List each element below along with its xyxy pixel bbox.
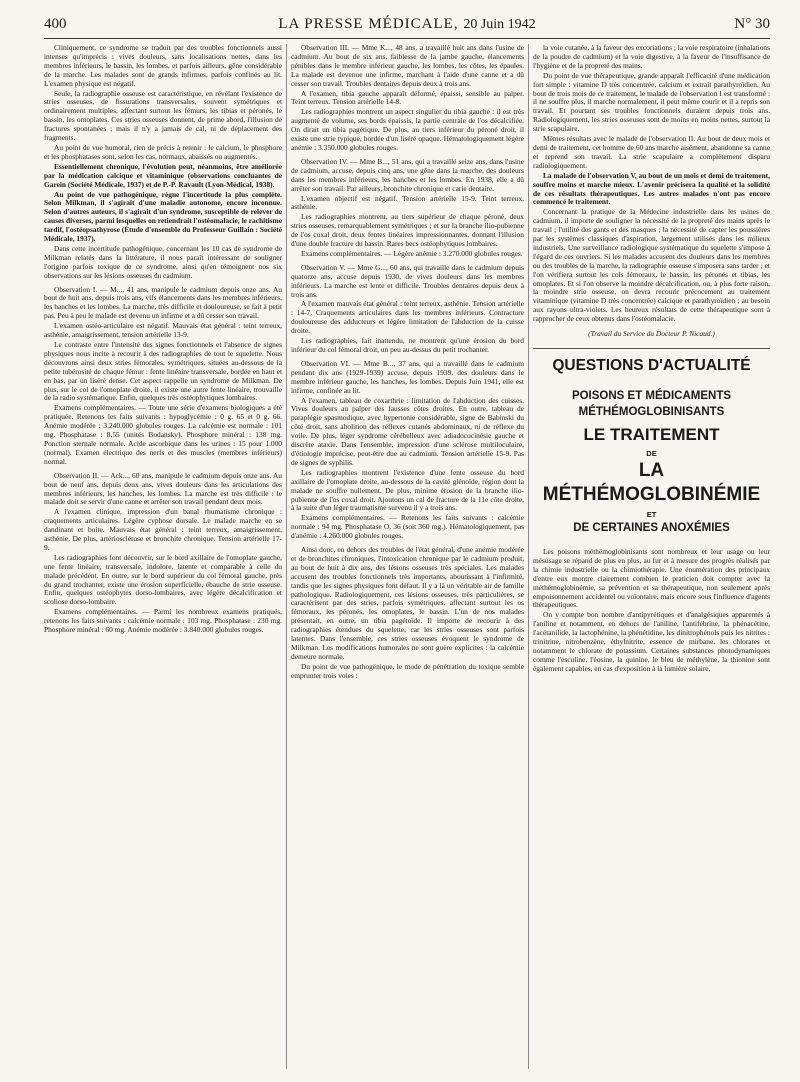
paragraph: Au point de vue humoral, rien de précis à retenir : le calcium, le phosphore et les phosphatases sont, selon les cas, normaux, abaissés ou augmentés. xyxy=(44,142,282,161)
article-title-line-2: MÉTHÉMOGLOBINISANTS xyxy=(578,406,725,418)
paragraph: Observation VI. — Mme B..., 37 ans, qui a travaillé dans le cadmium pendant dix ans (1929-1939) accuse, depuis 1939, des douleurs dans le membre inférieur gauche, les hanches, les lombes. Depuis Juin 1941, elle est infirme, confinée au lit. xyxy=(291,358,524,395)
paragraph: Examens complémentaires. — Parmi les nombreux examens pratiqués, retenons les faits suivants : calcémie normale : 103 mg. Phosphatase : 230 mg. Phosphore minéral : 60 mg. Anémie modérée : 3.840.000 globules rouges. xyxy=(44,607,282,635)
paragraph: la voie cutanée, à la faveur des excoriations ; la voie respiratoire (inhalations de la poudre de cadmium) et la voie digestive, à la faveur de l'insuffisance de l'hygiène et de la propreté des mains. xyxy=(533,44,770,70)
paragraph: Cliniquement, ce syndrome se traduit par des troubles fonctionnels aussi intenses qu'imprécis : vives douleurs, sans localisations nettes, dans les membres inférieurs, le bassin, les lombes, et parfois ailleurs, gêne considérable de la marche. Les malades sont de grands infirmes, parfois confinés au lit. L'examen physique est négatif. xyxy=(44,44,282,88)
article-title-line-7: DE CERTAINES ANOXÉMIES xyxy=(573,522,730,534)
paragraph: On y compte bon nombre d'antipyrétiques et d'analgésiques apparentés à l'aniline et notamment, en dehors de l'aniline, l'antifébrine, la phénacétine, l'acétanilide, la lactophénine, la phénétidine, les dinitrophénols puis les nitrites : trinitrine, nitrobenzène, éthylnitrite, essence de mirbane, les chlorates et notamment le chlorate de potassium. Certaines substances photodynamiques comme l'esculine, l'éosine, la quinine, le bleu de méthylène, la thionine sont également capables, en cas d'exposition à la lumière solaire, xyxy=(533,610,770,673)
paragraph: Du point de vue pathogénique, le mode de pénétration du toxique semble emprunter trois voies : xyxy=(291,661,524,680)
article-title-line-6: ET xyxy=(646,510,657,519)
article-title-line-3: LE TRAITEMENT xyxy=(583,425,720,444)
page-header xyxy=(44,16,770,38)
paragraph: A l'examen clinique, impression d'un banal rhumatisme chronique : craquements articulaires. Légère cyphose dorsale. Le malade marche en se dandinant et boite. Mauvais état général : teint terreux, amaigrissement, asthénie. De plus, artériosclérose et bronchite chronique. Tension artérielle 17-9. xyxy=(44,507,282,552)
paragraph: Les radiographies, fait inattendu, ne montrent qu'une érosion du bord inférieur du col fémoral droit, un peu au-dessus du petit trochanter. xyxy=(291,336,524,354)
column-3 xyxy=(533,44,770,1069)
journal-title xyxy=(44,16,770,33)
paragraph: A l'examen, tableau de coxarthrie : limitation de l'abduction des cuisses. Vives douleurs au palper des fausses côtes droites. En outre, tableau de paraplégie spasmodique, avec hypertonie considérable, signe de Babinski du côté droit, sans abolition des réflexes cutanés abdominaux, ni de réflexe du voile. De plus, léger syndrome cérébelleux avec adiadococinésie gauche et discrète ataxie. Dans l'ensemble, impression d'une sclérose multiloculaire, d'étiologie imprécise, peut-être due au cadmium. Tension artérielle 15-9. Pas de signes de syphilis. xyxy=(291,395,524,467)
paragraph: Observation IV. — Mme B..., 51 ans, qui a travaillé seize ans, dans l'usine de cadmium, accuse, depuis cinq ans, une gêne dans la marche, des douleurs dans les membres inférieurs, les hanches et les lombes. En 1938, elle a dû arrêter son travail. Par ailleurs, bronchite chronique et carie dentaire. xyxy=(291,156,524,193)
article-title-line-5: LA MÉTHÉMOGLOBINÉMIE xyxy=(542,460,761,505)
paragraph: Examens complémentaires. — Retenons les faits suivants : calcémie normale : 94 mg. Phosphatase O, 36 (soit 360 mg.). Hématologiquement, pas d'anémie : 4.260.000 globules rouges. xyxy=(291,513,524,541)
paragraph: Les radiographies font découvrir, sur le bord axillaire de l'omoplate gauche, une fente linéaire, transversale, indolore, latente et comparable à celle du malade précédent. En outre, sur le bord supérieur du col fémoral gauche, près du grand trochanter, existe une érosion superficielle, ébauche de strie osseuse. Enfin, quelques ostéophytes dorso-lombaires, avec légère décalcification et scoliose dorso-lombaire. xyxy=(44,552,282,607)
paragraph: La malade de l'observation V, au bout de un mois et demi de traitement, souffre moins et marche mieux. L'avenir précisera la qualité et la solidité de ces résultats thérapeutiques. Les autres malades n'ont pas encore commencé le traitement. xyxy=(533,170,770,207)
paragraph: Ainsi donc, en dehors des troubles de l'état général, d'une anémie modérée et de bronchites chroniques, l'intoxication chronique par le cadmium produit, au bout de huit à dix ans, des lésions osseuses très spéciales. Les malades accusent des troubles fonctionnels très importants, aboutissant à l'infirmité, tandis que les signes physiques font défaut. Il y a là un véritable air de famille pathologique. Radiologiquement, ces lésions osseuses, très particulières, se caractérisent par des stries, parfois symétriques, affectant surtout les os fémoraux, les péronés, les omoplates, le bassin. L'un de nos malades présentait, en outre, un tibia pagétoïde. Il importe de recourir à des radiographies étendues du squelette, car les stries osseuses sont parfois latentes. Dans l'ensemble, ces stries osseuses évoquent le syndrome de Milkman. Les modifications humorales ne sont guère explicites : la calcémie demeure normale. xyxy=(291,545,524,661)
header-rule xyxy=(44,38,770,39)
paragraph: L'examen objectif est négatif. Tension artérielle 15-9. Teint terreux, asthénie. xyxy=(291,193,524,212)
article-signature: (Travail du Service du Docteur P. Nicaud.) xyxy=(588,329,715,339)
paragraph: Concernant la pratique de la Médecine industrielle dans les usines de cadmium, il importe de souligner la nécessité de la propreté des mains après le travail ; l'utilité des gants et des masques ; la nécessité de capter les poussières par les systèmes classiques d'aspiration, largement utilisés dans les milieux industriels. Une surveillance radiologique systématique du squelette s'impose à l'égard de ces ouvriers. Si les malades accusent des douleurs dans les membres ou des troubles de la marche, la radiographie osseuse s'imposera sans tarder ; et l'on vérifiera surtout les cols fémoraux, le bassin, les péronés et tibias, les omoplates. Et si l'on observe la moindre décalcification, ou, à plus forte raison, la moindre strie osseuse, on devra recourir précocement au traitement vitaminique (vitamine D très concentrée) calcique et parathyroïdien ; au besoin aux rayons ultra-violets. Les heureux résultats de cette thérapeutique sont à rapprocher de ceux obtenus dans l'ostéomalacie. xyxy=(533,207,770,324)
paragraph: A l'examen, tibia gauche apparaît déformé, épaissi, sensible au palper. Teint terreux. Tension artérielle 14-8. xyxy=(291,88,524,107)
column-2 xyxy=(291,44,524,1069)
column-divider xyxy=(286,44,287,1069)
article-title-line-1: POISONS ET MÉDICAMENTS xyxy=(571,390,732,402)
paragraph: Examens complémentaires. — Toute une série d'examens biologiques a été pratiquée. Retenons les faits suivants : hypoglycémie : 0 g. 65 et 0 g. 66. Anémie modérée : 3.240.000 globules rouges. La calcémie est normale : 101 mg. Phosphatase : 8,55 (unités Bodansky). Phosphore minéral : 138 mg. Ponction sternale normale. Acide ascorbique dans les urines : 15 pour 1.000 (normal). Examen électrique des nerfs et des muscles (membres inférieurs) normal. xyxy=(44,403,282,466)
paragraph: Essentiellement chronique, l'évolution peut, néanmoins, être améliorée par la médication calcique et vitaminique (observations concluantes de Garein (Société Médicale, 1937) et de P.-P. Ravault (Lyon-Médical, 1938). xyxy=(44,161,282,189)
paragraph: A l'examen mauvais état général : teint terreux, asthénie. Tension artérielle : 14-7. Craquements articulaires dans les membres inférieurs. Contracture douloureuse des adducteurs et légère limitation de l'abduction de la cuisse droite. xyxy=(291,299,524,336)
paragraph: Seule, la radiographie osseuse est caractéristique, en révélant l'existence de stries osseuses, de fissurations transversales, souvent symétriques et ordinairement multiples, affectant surtout les fémurs, les tibias et péronés, le bassin, les omoplates. Ces stries osseuses donnent, de prime abord, l'illusion de fractures spontanées ; mais il n'y a jamais de cal, ni de déplacement des fragments. xyxy=(44,88,282,143)
column-1 xyxy=(44,44,282,1069)
paragraph: Les radiographies montrent l'existence d'une fente osseuse du bord axillaire de l'omoplate droite, au-dessous de la cavité glénoïde, région dont la malade ne souffre nullement. De plus, minime érosion de la branche ilio-pubienne de l'os coxal droit. Ajoutons un cal de fracture de la 11e côte droite, à la suite d'un léger traumatisme survenu il y a trois ans. xyxy=(291,467,524,513)
column-divider xyxy=(528,44,529,1069)
paragraph: Les radiographies montrent, au tiers supérieur de chaque péroné, deux stries osseuses, remarquablement symétriques ; et sur la branche ilio-pubienne de l'os coxal droit, deux fentes linéaires impressionnantes, donnant l'illusion d'une double fracture du bassin. Rares becs ostéophytiques lombaires. xyxy=(291,212,524,249)
section-separator xyxy=(533,348,770,349)
paragraph: Les radiographies montrent un aspect singulier du tibia gauche : il est très augmenté de volume, ses bords épaissis, la partie centrale de l'os décalcifiée. On dirait un tibia pagétique. De plus, au tiers inférieur du péroné droit, il existe une strie typique, bordée d'un liséré opaque. Hématologiquement légère anémie : 3.350.000 globules rouges. xyxy=(291,107,524,152)
journal-name: LA PRESSE MÉDICALE, xyxy=(278,16,459,32)
section-heading: QUESTIONS D'ACTUALITÉ xyxy=(552,357,751,374)
paragraph: Au point de vue pathogénique, règne l'incertitude la plus complète. Selon Milkman, il s'agirait d'une maladie autonome, encore inconnue. Selon d'autres auteurs, il s'agirait d'un syndrome, susceptible de relever de causes diverses, parmi lesquelles on retiendrait l'ostéomalacie, le rachitisme tardif, l'ostéopsathyrose (Étude d'ensemble du Professeur Guillain : Société Médicale, 1937). xyxy=(44,189,282,244)
issue-date: 20 Juin 1942 xyxy=(463,17,536,32)
article-body xyxy=(533,548,770,674)
paragraph: Les poisons méthémoglobinisants sont nombreux et leur usage ou leur mésusage se répand de plus en plus, au fur et à mesure des progrès réalisés par la chimie industrielle ou la chimiothérapie. Une énumération des principaux d'entre eux montre clairement combien le praticien doit compter avec la méthémoglobinémie, sa prévention et sa thérapeutique, non seulement après empoisonnement accidentel ou volontaire, mais encore sous l'influence d'agents thérapeutiques. xyxy=(533,547,770,610)
paragraph: L'examen ostéo-articulaire est négatif. Mauvais état général : teint terreux, asthénie, amaigrissement, tension artérielle 13-9. xyxy=(44,321,282,340)
page-number: 400 xyxy=(44,16,67,32)
issue-number: N° 30 xyxy=(734,16,770,32)
paragraph: Du point de vue thérapeutique, grande apparaît l'efficacité d'une médication fort simple : vitamine D très concentrée, calcium et extrait parathyroïdien. Au bout de trois mois de ce traitement, le malade de l'observation I est transformé : il ne souffre plus, il marche normalement, il peut même courir et il a repris son travail. Et pourtant ses troubles fonctionnels duraient depuis trois ans. Radiologiquement, les stries osseuses sont de moins en moins nettes, surtout la strie scapulaire. xyxy=(533,70,770,134)
paragraph: Observation V. — Mme G..., 60 ans, qui travaille dans le cadmium depuis quatorze ans, accuse depuis 1930, de vives douleurs dans les membres inférieurs. La marche est lente et difficile. Troubles dentaires depuis deux à trois ans. xyxy=(291,262,524,299)
paragraph: Observation II. — Ack..., 60 ans, manipule le cadmium depuis onze ans. Au bout de neuf ans, depuis deux ans, vives douleurs dans les articulations des membres inférieurs, les hanches, les lombes. La marche est très difficile : le malade doit se servir d'une canne et arrêter son travail pendant deux mois. xyxy=(44,470,282,507)
paragraph: Dans cette incertitude pathogénique, concernant les 10 cas de syndrome de Milkman relatés dans la littérature, il nous paraît intéressant de souligner l'origine parfois toxique de ce syndrome, ainsi qu'en témoignent nos six observations sur les lésions osseuses du cadmium. xyxy=(44,243,282,280)
paragraph: Mêmes résultats avec le malade de l'observation II. Au bout de deux mois et demi de traitement, cet homme de 60 ans marche aisément, abandonne sa canne et reprend son travail. La strie scapulaire a complètement disparu radiologiquement. xyxy=(533,134,770,170)
paragraph: Observation III. — Mme K..., 48 ans, a travaillé huit ans dans l'usine de cadmium. Au bout de six ans, faiblesse de la jambe gauche, élancements pénibles dans le membre inférieur gauche, les lombes, les côtes, les épaules. La malade est devenue une infirme, marchant à l'aide d'une canne et a dû cesser son travail. Troubles dentaires depuis deux à trois ans. xyxy=(291,44,524,88)
paragraph: Observation I. — M..., 41 ans, manipule le cadmium depuis onze ans. Au bout de huit ans, depuis trois ans, vifs élancements dans les membres inférieurs, les hanches et les lombes. La marche, très difficile et douloureuse, se fait à petit pas. Peu à peu le malade est devenu un infirme et a dû cesser son travail. xyxy=(44,284,282,321)
paragraph: Le contraste entre l'intensité des signes fonctionnels et l'absence de signes physiques nous incite à recourir à des radiographies de tout le squelette. Nous découvrons ainsi deux stries fémorales, symétriques, situées au-dessous de la petite tubérosité de chaque fémur : fente linéaire transversale, bordée en haut et en bas, par un liséré dense. Cet aspect rappelle un syndrome de Milkman. De plus, sur le col de l'omoplate droite, il existe une autre fente linéaire, trouvaille de la radio systématique. Enfin, quelques très ostéophytiques lombaires. xyxy=(44,340,282,403)
article-title-line-4: DE xyxy=(646,449,657,458)
article-conclusion xyxy=(533,44,770,324)
paragraph: Examens complémentaires. — Légère anémie : 3.270.000 globules rouges. xyxy=(301,248,523,258)
